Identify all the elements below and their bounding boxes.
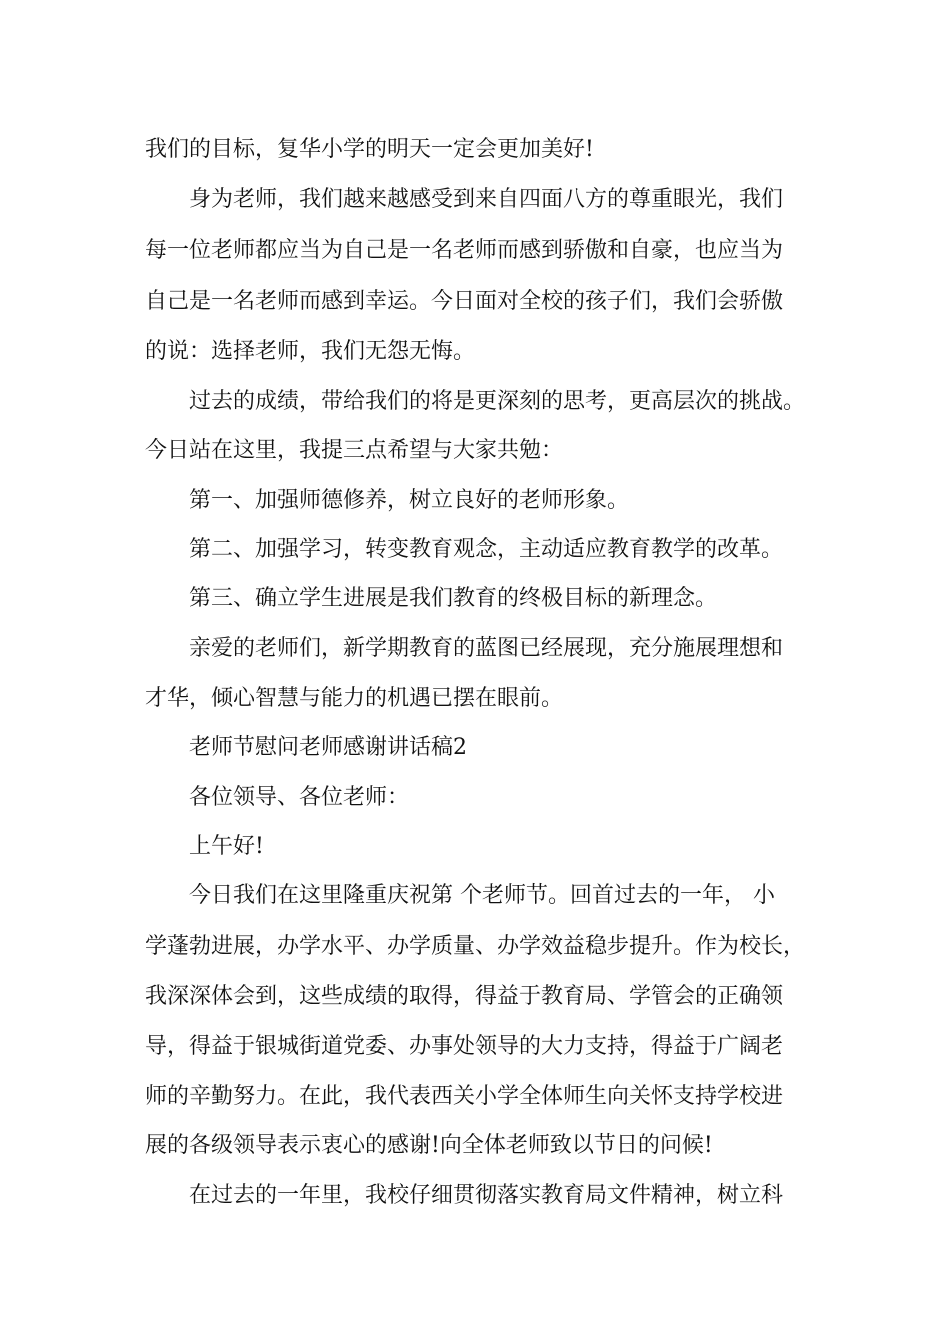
- text-line: 师的辛勤努力。在此，我代表西关小学全体师生向关怀支持学校进: [145, 1084, 784, 1109]
- text-line: 身为老师，我们越来越感受到来自四面八方的尊重眼光，我们: [189, 187, 784, 212]
- text-line: 自己是一名老师而感到幸运。今日面对全校的孩子们，我们会骄傲: [145, 289, 784, 314]
- text-line: 每一位老师都应当为自己是一名老师而感到骄傲和自豪，也应当为: [145, 238, 784, 263]
- text-line: 亲爱的老师们，新学期教育的蓝图已经展现，充分施展理想和: [189, 636, 784, 661]
- text-line: 才华，倾心智慧与能力的机遇已摆在眼前。: [145, 686, 564, 711]
- text-line: 第一、加强师德修养，树立良好的老师形象。: [189, 488, 630, 513]
- section-title: 老师节慰问老师感谢讲话稿2: [189, 735, 467, 760]
- text-line: 今日我们在这里隆重庆祝第 个老师节。回首过去的一年， 小: [189, 883, 775, 908]
- text-line: 第二、加强学习，转变教育观念，主动适应教育教学的改革。: [189, 537, 784, 562]
- text-line: 导，得益于银城街道党委、办事处领导的大力支持，得益于广阔老: [145, 1034, 784, 1059]
- text-line: 第三、确立学生进展是我们教育的终极目标的新理念。: [189, 586, 718, 611]
- text-line: 各位领导、各位老师：: [189, 785, 410, 810]
- text-line: 我深深体会到，这些成绩的取得，得益于教育局、学管会的正确领: [145, 984, 784, 1009]
- text-line: 展的各级领导表示衷心的感谢!向全体老师致以节日的问候!: [145, 1133, 713, 1158]
- text-line: 学蓬勃进展，办学水平、办学质量、办学效益稳步提升。作为校长，: [145, 934, 806, 959]
- text-line: 今日站在这里，我提三点希望与大家共勉：: [145, 438, 564, 463]
- text-line: 过去的成绩，带给我们的将是更深刻的思考，更高层次的挑战。: [189, 389, 806, 414]
- text-line: 在过去的一年里，我校仔细贯彻落实教育局文件精神，树立科: [189, 1183, 784, 1208]
- text-line: 我们的目标，复华小学的明天一定会更加美好!: [145, 137, 594, 162]
- text-line: 的说：选择老师，我们无怨无悔。: [145, 339, 476, 364]
- text-line: 上午好!: [189, 834, 264, 859]
